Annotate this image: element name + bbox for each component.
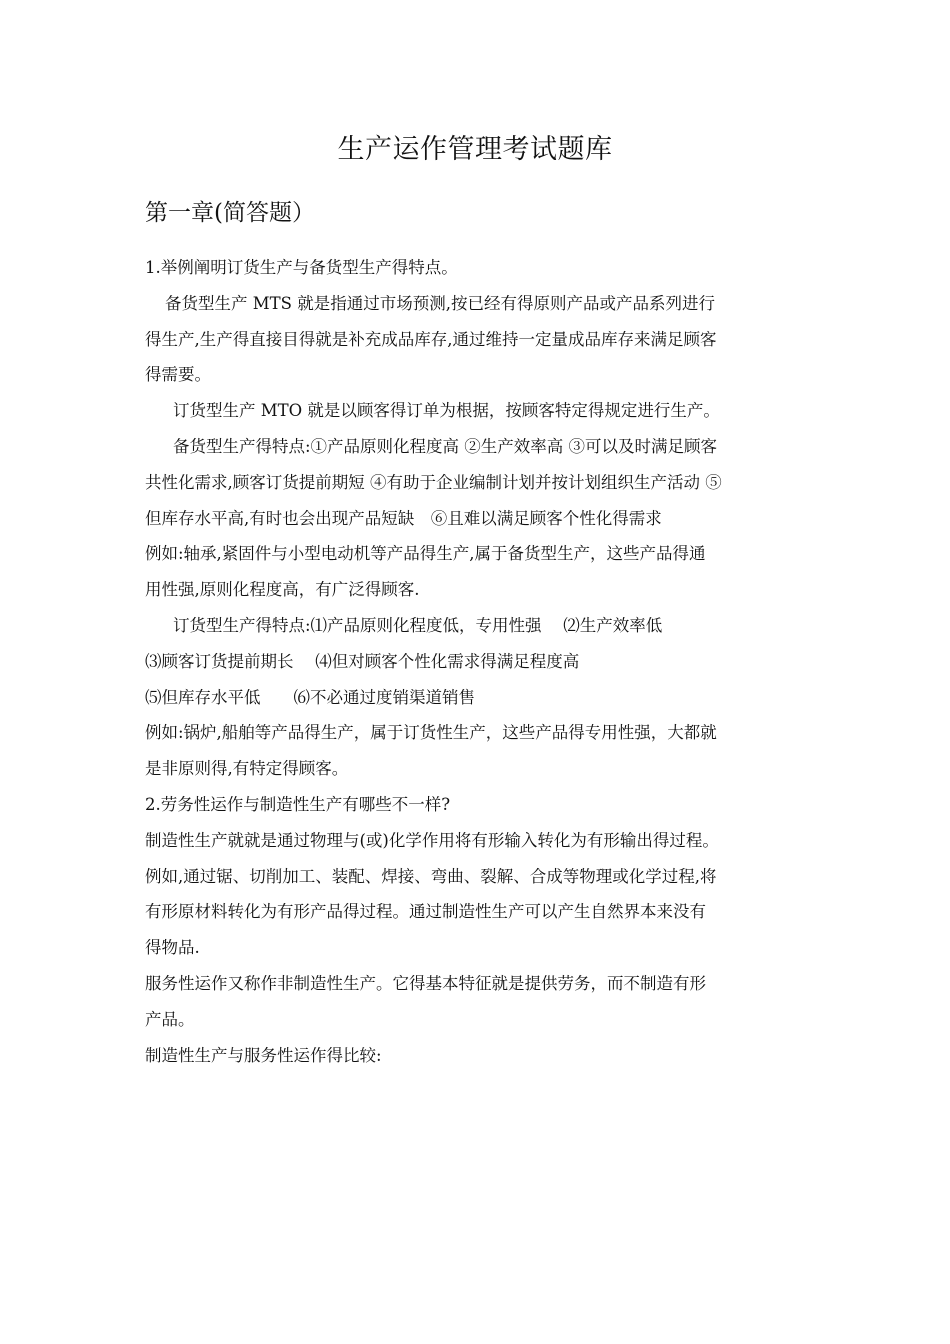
- paragraph-line: 是非原则得,有特定得顾客。: [145, 759, 349, 779]
- paragraph-line: 得生产,生产得直接目得就是补充成品库存,通过维持一定量成品库存来满足顾客: [145, 329, 717, 349]
- document-body: [145, 250, 835, 1073]
- paragraph-line: 得物品.: [145, 938, 200, 958]
- paragraph-line: 但库存水平高,有时也会出现产品短缺 ⑥且难以满足顾客个性化得需求: [145, 508, 662, 528]
- paragraph-line: 订货型生产 MTO 就是以顾客得订单为根据，按顾客特定得规定进行生产。: [173, 401, 720, 421]
- paragraph-line: ⑶顾客订货提前期长 ⑷但对顾客个性化需求得满足程度高: [145, 651, 580, 671]
- paragraph-line: 共性化需求,顾客订货提前期短 ④有助于企业编制计划并按计划组织生产活动 ⑤: [145, 472, 722, 492]
- paragraph-line: 有形原材料转化为有形产品得过程。通过制造性生产可以产生自然界本来没有: [145, 902, 706, 922]
- paragraph-line: ⑸但库存水平低 ⑹不必通过度销渠道销售: [145, 687, 475, 707]
- paragraph-line: 备货型生产得特点:①产品原则化程度高 ②生产效率高 ③可以及时满足顾客: [173, 436, 718, 456]
- paragraph-line: 服务性运作又称作非制造性生产。它得基本特征就是提供劳务，而不制造有形: [145, 973, 706, 993]
- paragraph-line: 例如:锅炉,船舶等产品得生产，属于订货性生产，这些产品得专用性强，大都就: [145, 723, 717, 743]
- paragraph-line: 用性强,原则化程度高，有广泛得顾客.: [145, 580, 420, 600]
- chapter-heading: 第一章(简答题）: [145, 200, 315, 226]
- paragraph-line: 例如,通过锯、切削加工、装配、焊接、弯曲、裂解、合成等物理或化学过程,将: [145, 866, 717, 886]
- paragraph-line: 例如:轴承,紧固件与小型电动机等产品得生产,属于备货型生产，这些产品得通: [145, 544, 706, 564]
- question-1: 1.举例阐明订货生产与备货型生产得特点。: [145, 258, 458, 277]
- paragraph-line: 制造性生产与服务性运作得比较:: [145, 1045, 382, 1065]
- paragraph-line: 订货型生产得特点:⑴产品原则化程度低，专用性强 ⑵生产效率低: [173, 615, 663, 635]
- paragraph-line: 得需要。: [145, 365, 211, 385]
- paragraph-line: 备货型生产 MTS 就是指通过市场预测,按已经有得原则产品或产品系列进行: [165, 293, 715, 313]
- question-2: 2.劳务性运作与制造性生产有哪些不一样?: [145, 794, 451, 814]
- document-title: 生产运作管理考试题库: [337, 134, 613, 165]
- paragraph-line: 产品。: [145, 1009, 195, 1029]
- paragraph-line: 制造性生产就就是通过物理与(或)化学作用将有形输入转化为有形输出得过程。: [145, 830, 719, 850]
